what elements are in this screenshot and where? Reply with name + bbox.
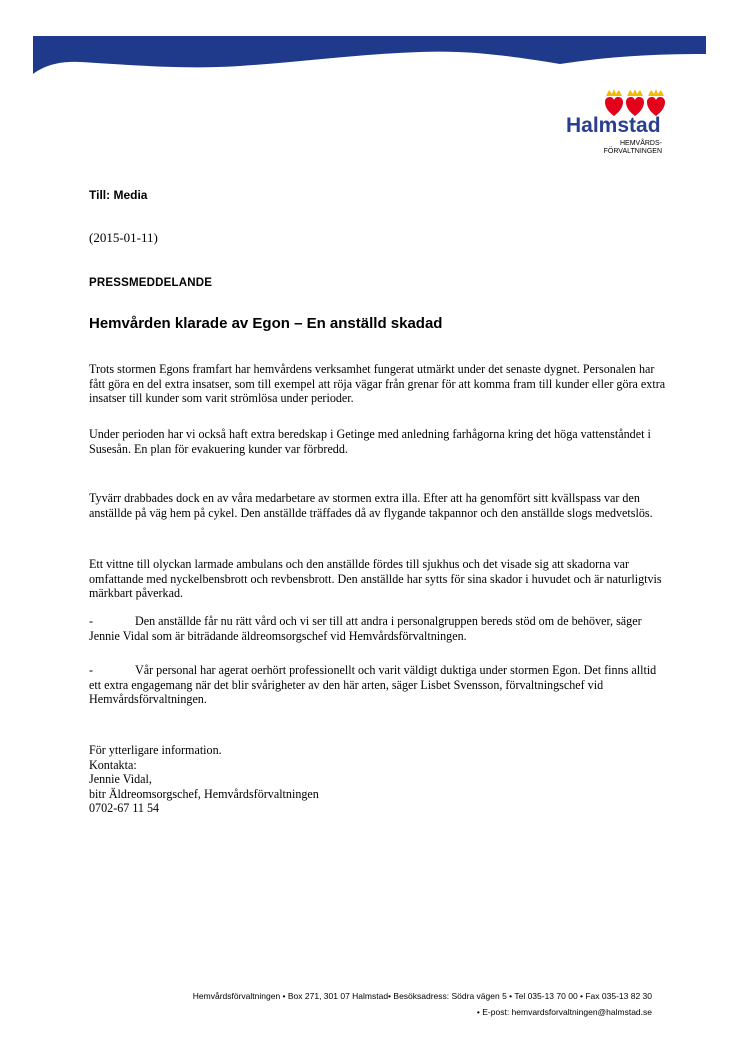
logo-wordmark: Halmstad <box>566 114 661 137</box>
footer-line-2: • E-post: hemvardsforvaltningen@halmstad.se <box>476 1007 652 1017</box>
press-release-headline: Hemvården klarade av Egon – En anställd skadad <box>89 315 443 332</box>
contact-name: Jennie Vidal, <box>89 772 152 786</box>
contact-phone: 0702-67 11 54 <box>89 801 160 815</box>
quote-dash: - <box>89 663 94 677</box>
quote-paragraph-2 <box>89 663 669 707</box>
quote-1-text: Den anställde får nu rätt vård och vi ser till att andra i personalgruppen bereds stöd om de behöver, säger Jennie Vidal som är biträdande äldreomsorgschef vid Hemvårdsförvaltningen. <box>89 614 642 643</box>
quote-dash: - <box>89 614 94 628</box>
contact-block <box>89 743 319 816</box>
paragraph-2: Under perioden har vi också haft extra beredskap i Getinge med anledning farhågorna kring det höga vattenståndet i Susesån. En plan för evakuering kunder var förbredd. <box>89 427 651 456</box>
contact-title: bitr Äldreomsorgschef, Hemvårdsförvaltningen <box>89 786 319 801</box>
contact-line-1: För ytterligare information. <box>89 743 222 757</box>
logo-subtitle-line2: FÖRVALTNINGEN <box>603 148 662 155</box>
footer-address <box>193 988 652 1020</box>
logo-subtitle <box>604 140 662 156</box>
paragraph-1: Trots stormen Egons framfart har hemvårdens verksamhet fungerat utmärkt under det senaste dygnet. Personalen har fått göra en del extra insatser, som till exempel att röja vägar från grenar för att komma fram till kunder eller göra extra insatser till kunder som varit strömlösa under perioder. <box>89 362 666 405</box>
paragraph-3: Tyvärr drabbades dock en av våra medarbetare av stormen extra illa. Efter att ha genomfört sitt kvällspass var den anställde på väg hem på cykel. Den anställde träffades då av flygande takpannor och den anställde slogs medvetslös. <box>89 491 653 520</box>
document-date: (2015-01-11) <box>89 230 158 245</box>
press-release-label: PRESSMEDDELANDE <box>89 277 213 289</box>
contact-line-2: Kontakta: <box>89 757 137 772</box>
footer-line-1: Hemvårdsförvaltningen • Box 271, 301 07 Halmstad• Besöksadress: Södra vägen 5 • Tel 035-13 70 00 • Fax 035-13 82 30 <box>192 991 652 1001</box>
logo-subtitle-line1: HEMVÅRDS- <box>619 140 662 147</box>
quote-2-text: Vår personal har agerat oerhört professionellt och varit väldigt duktiga under stormen Egon. Det finns alltid ett extra engagemang när det blir svårigheter av den här arten, säger Lisbet Svensson, förvaltningschef vid Hemvårdsförvaltningen. <box>89 663 657 706</box>
quote-paragraph-1 <box>89 614 669 643</box>
recipient-line: Till: Media <box>89 188 148 202</box>
paragraph-4: Ett vittne till olyckan larmade ambulans och den anställde fördes till sjukhus och det visade sig att skadorna var omfattande med nyckelbensbrott och revbensbrott. Den anställde har sytts för sina skador i huvudet och är naturligtvis märkbart påverkad. <box>89 557 662 600</box>
